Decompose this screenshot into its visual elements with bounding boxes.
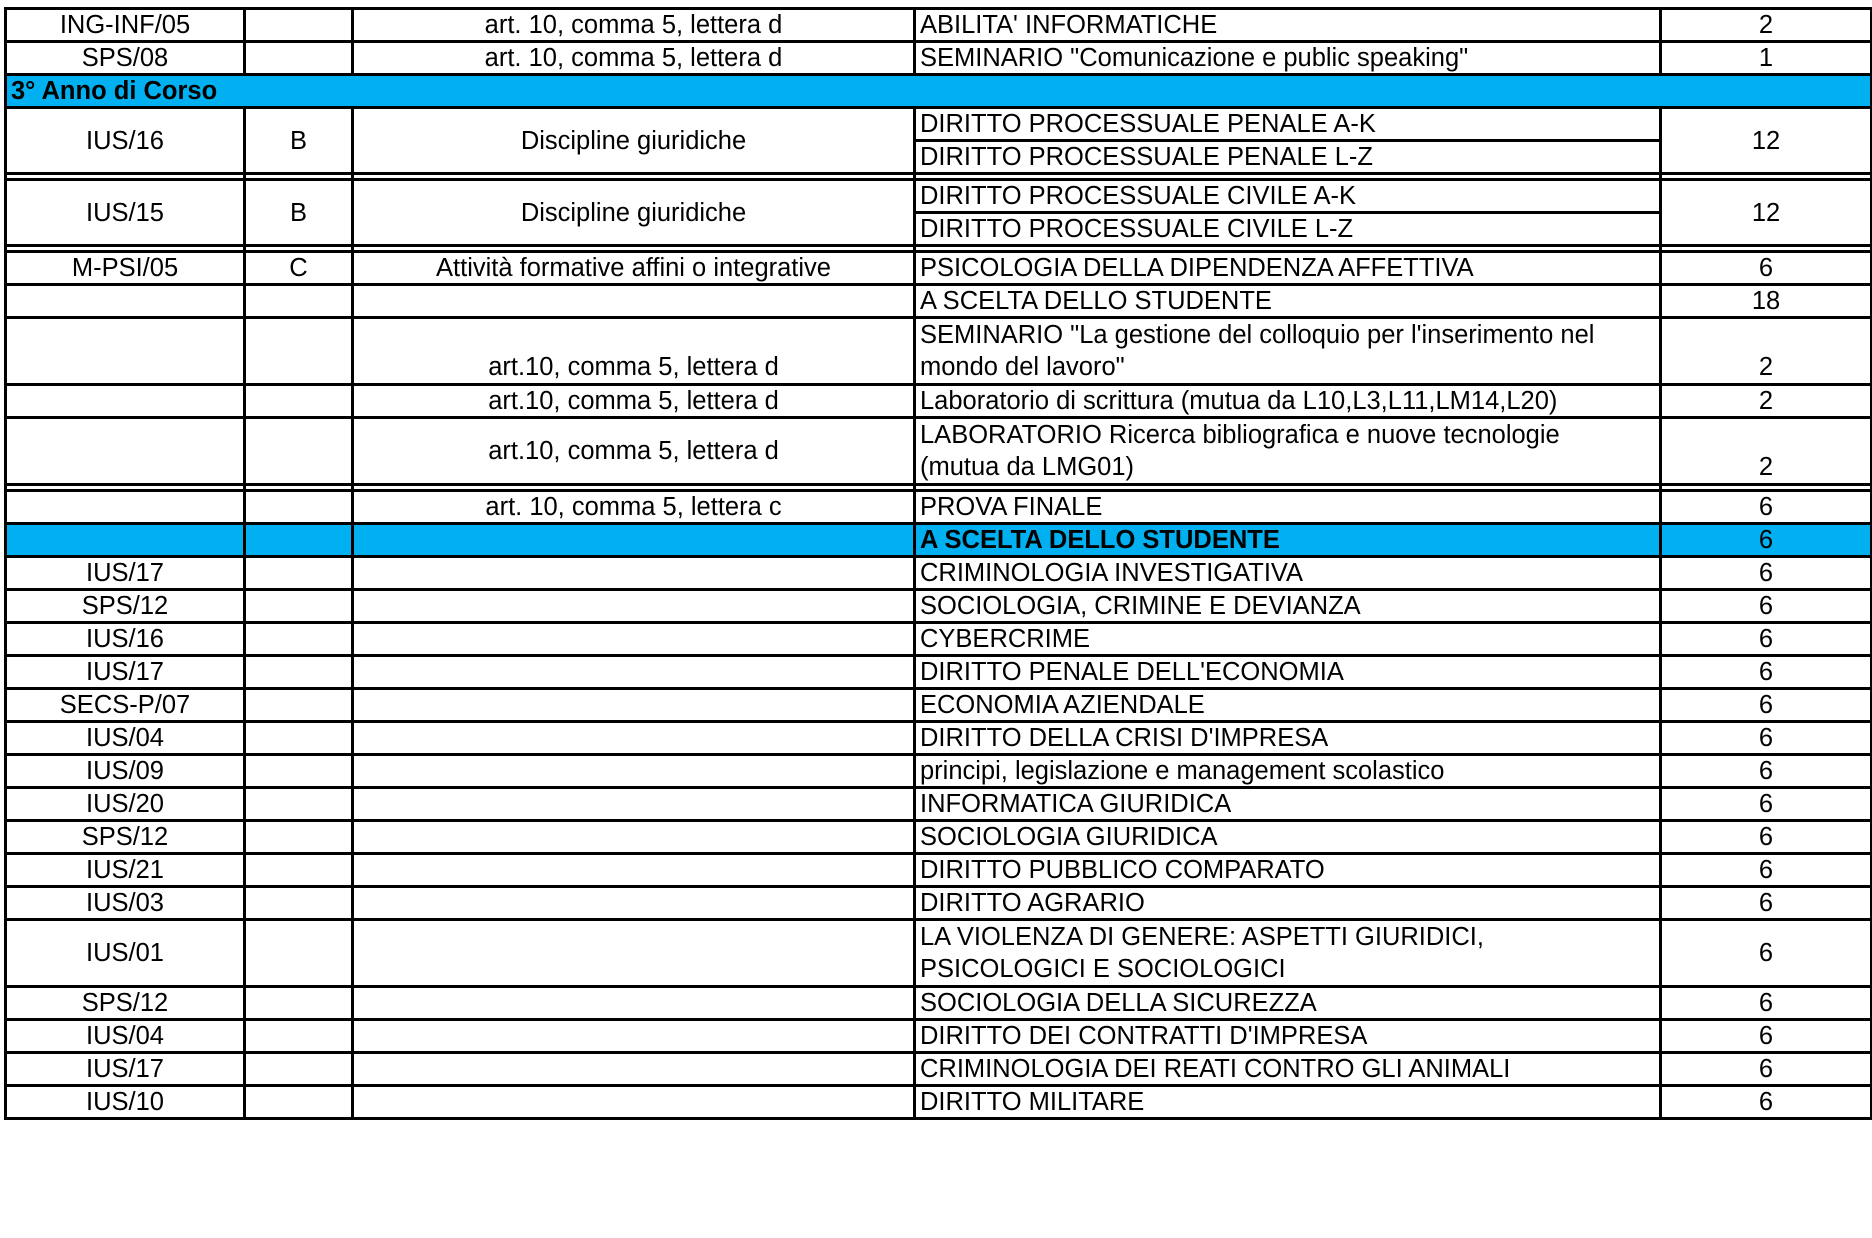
table-row: [6, 656, 1872, 689]
cfu-cell: 6: [1661, 524, 1872, 557]
subject-cell: DIRITTO DELLA CRISI D'IMPRESA: [915, 722, 1661, 755]
type-cell: [245, 491, 353, 524]
electives-list: [6, 557, 1872, 920]
norm-cell: [353, 656, 915, 689]
table-row: [6, 252, 1872, 285]
area-cell: Attività formative affini o integrative: [353, 252, 915, 285]
type-cell: [245, 285, 353, 318]
curriculum-table: [4, 7, 1872, 1120]
type-cell: B: [245, 108, 353, 174]
cfu-cell: 6: [1661, 623, 1872, 656]
ssd-cell: IUS/21: [6, 854, 245, 887]
table-row: [6, 722, 1872, 755]
table-row: [6, 557, 1872, 590]
subject-cell: DIRITTO PROCESSUALE PENALE L-Z: [915, 141, 1661, 174]
type-cell: [245, 418, 353, 485]
norm-cell: [353, 722, 915, 755]
section-title: 3° Anno di Corso: [6, 75, 1872, 108]
subject-cell: ABILITA' INFORMATICHE: [915, 9, 1661, 42]
type-cell: [245, 385, 353, 418]
type-cell: [245, 987, 353, 1020]
subject-line: LA VIOLENZA DI GENERE: ASPETTI GIURIDICI,: [920, 923, 1484, 951]
table-row: [6, 9, 1872, 42]
ssd-cell: IUS/10: [6, 1086, 245, 1119]
subject-cell: A SCELTA DELLO STUDENTE: [915, 524, 1661, 557]
area-cell: Discipline giuridiche: [353, 180, 915, 246]
ssd-cell: IUS/17: [6, 656, 245, 689]
subject-cell: CRIMINOLOGIA INVESTIGATIVA: [915, 557, 1661, 590]
ssd-cell: SECS-P/07: [6, 689, 245, 722]
norm-cell: art. 10, comma 5, lettera d: [353, 42, 915, 75]
ssd-cell: [6, 491, 245, 524]
cfu-cell: 6: [1661, 722, 1872, 755]
norm-cell: [353, 524, 915, 557]
cfu-cell: 6: [1661, 821, 1872, 854]
cfu-cell: 6: [1661, 656, 1872, 689]
subject-cell: CRIMINOLOGIA DEI REATI CONTRO GLI ANIMALI: [915, 1053, 1661, 1086]
table-row: [6, 788, 1872, 821]
table-row: [6, 42, 1872, 75]
subject-cell: DIRITTO PROCESSUALE CIVILE A-K: [915, 180, 1661, 213]
ssd-cell: ING-INF/05: [6, 9, 245, 42]
cfu-cell: 6: [1661, 689, 1872, 722]
type-cell: [245, 1086, 353, 1119]
ssd-cell: IUS/17: [6, 1053, 245, 1086]
ssd-cell: IUS/09: [6, 755, 245, 788]
ssd-cell: IUS/04: [6, 1020, 245, 1053]
cfu-cell: 2: [1661, 385, 1872, 418]
type-cell: [245, 318, 353, 385]
norm-cell: [353, 1020, 915, 1053]
table-row: [6, 987, 1872, 1020]
table-row: [6, 689, 1872, 722]
norm-cell: [353, 788, 915, 821]
ssd-cell: IUS/01: [6, 920, 245, 987]
type-cell: [245, 854, 353, 887]
subject-cell: INFORMATICA GIURIDICA: [915, 788, 1661, 821]
subject-cell: [915, 920, 1661, 987]
subject-cell: [915, 318, 1661, 385]
ssd-cell: [6, 285, 245, 318]
ssd-cell: IUS/16: [6, 623, 245, 656]
elective-header-row: [6, 524, 1872, 557]
subject-line: (mutua da LMG01): [920, 453, 1135, 481]
norm-cell: [353, 1053, 915, 1086]
type-cell: [245, 887, 353, 920]
electives-tail-list: [6, 987, 1872, 1119]
norm-cell: art. 10, comma 5, lettera c: [353, 491, 915, 524]
norm-cell: art.10, comma 5, lettera d: [353, 418, 915, 485]
table-row: [6, 418, 1872, 485]
subject-line: LABORATORIO Ricerca bibliografica e nuove tecnologie: [920, 421, 1560, 449]
ssd-cell: IUS/15: [6, 180, 245, 246]
type-cell: [245, 42, 353, 75]
subject-cell: DIRITTO PROCESSUALE CIVILE L-Z: [915, 213, 1661, 246]
norm-cell: [353, 887, 915, 920]
subject-cell: DIRITTO PENALE DELL'ECONOMIA: [915, 656, 1661, 689]
cfu-cell: 18: [1661, 285, 1872, 318]
cfu-cell: 2: [1661, 9, 1872, 42]
ssd-cell: IUS/20: [6, 788, 245, 821]
table-row: [6, 285, 1872, 318]
subject-cell: SOCIOLOGIA DELLA SICUREZZA: [915, 987, 1661, 1020]
ssd-cell: SPS/12: [6, 590, 245, 623]
table-row: [6, 854, 1872, 887]
type-cell: [245, 623, 353, 656]
norm-cell: art.10, comma 5, lettera d: [353, 385, 915, 418]
norm-cell: [353, 920, 915, 987]
subject-line: PSICOLOGICI E SOCIOLOGICI: [920, 955, 1286, 983]
cfu-cell: 6: [1661, 252, 1872, 285]
subject-line: mondo del lavoro": [920, 353, 1125, 381]
table-row: [6, 385, 1872, 418]
table-row: [6, 1086, 1872, 1119]
norm-cell: [353, 623, 915, 656]
cfu-cell: 2: [1661, 318, 1872, 385]
type-cell: B: [245, 180, 353, 246]
subject-cell: SOCIOLOGIA GIURIDICA: [915, 821, 1661, 854]
cfu-cell: 6: [1661, 1053, 1872, 1086]
norm-cell: [353, 821, 915, 854]
type-cell: [245, 557, 353, 590]
violenza-group: [6, 920, 1872, 987]
type-cell: [245, 1053, 353, 1086]
ssd-cell: M-PSI/05: [6, 252, 245, 285]
cfu-cell: 6: [1661, 590, 1872, 623]
table-row: [6, 887, 1872, 920]
table-row: [6, 108, 1872, 141]
cfu-cell: 6: [1661, 920, 1872, 987]
subject-cell: ECONOMIA AZIENDALE: [915, 689, 1661, 722]
ssd-cell: [6, 318, 245, 385]
norm-cell: [353, 590, 915, 623]
subject-cell: CYBERCRIME: [915, 623, 1661, 656]
ssd-cell: SPS/12: [6, 987, 245, 1020]
cfu-cell: 6: [1661, 987, 1872, 1020]
type-cell: [245, 689, 353, 722]
cfu-cell: 6: [1661, 491, 1872, 524]
norm-cell: [353, 689, 915, 722]
type-cell: [245, 788, 353, 821]
ssd-cell: SPS/12: [6, 821, 245, 854]
cfu-cell: 6: [1661, 854, 1872, 887]
type-cell: [245, 524, 353, 557]
cfu-cell: 6: [1661, 887, 1872, 920]
cfu-cell: 12: [1661, 180, 1872, 246]
table-row: [6, 920, 1872, 987]
ssd-cell: [6, 524, 245, 557]
subject-cell: SOCIOLOGIA, CRIMINE E DEVIANZA: [915, 590, 1661, 623]
norm-cell: [353, 854, 915, 887]
norm-cell: art.10, comma 5, lettera d: [353, 318, 915, 385]
subject-cell: DIRITTO DEI CONTRATTI D'IMPRESA: [915, 1020, 1661, 1053]
type-cell: [245, 9, 353, 42]
subject-cell: principi, legislazione e management scolastico: [915, 755, 1661, 788]
cfu-cell: 6: [1661, 755, 1872, 788]
type-cell: [245, 656, 353, 689]
table-row: [6, 318, 1872, 385]
area-cell: Discipline giuridiche: [353, 108, 915, 174]
subject-cell: DIRITTO PROCESSUALE PENALE A-K: [915, 108, 1661, 141]
subject-cell: DIRITTO AGRARIO: [915, 887, 1661, 920]
ssd-cell: [6, 418, 245, 485]
type-cell: [245, 722, 353, 755]
subject-cell: PSICOLOGIA DELLA DIPENDENZA AFFETTIVA: [915, 252, 1661, 285]
subject-cell: [915, 418, 1661, 485]
subject-cell: A SCELTA DELLO STUDENTE: [915, 285, 1661, 318]
ssd-cell: SPS/08: [6, 42, 245, 75]
ssd-cell: IUS/04: [6, 722, 245, 755]
ssd-cell: [6, 385, 245, 418]
cfu-cell: 6: [1661, 1086, 1872, 1119]
norm-cell: [353, 987, 915, 1020]
table-row: [6, 623, 1872, 656]
type-cell: [245, 590, 353, 623]
table-row: [6, 180, 1872, 213]
cfu-cell: 1: [1661, 42, 1872, 75]
cfu-cell: 2: [1661, 418, 1872, 485]
subject-cell: SEMINARIO "Comunicazione e public speaking": [915, 42, 1661, 75]
norm-cell: art. 10, comma 5, lettera d: [353, 9, 915, 42]
type-cell: [245, 920, 353, 987]
table-row: [6, 1053, 1872, 1086]
cfu-cell: 6: [1661, 788, 1872, 821]
cfu-cell: 6: [1661, 557, 1872, 590]
norm-cell: [353, 755, 915, 788]
norm-cell: [353, 1086, 915, 1119]
cfu-cell: 12: [1661, 108, 1872, 174]
subject-cell: Laboratorio di scrittura (mutua da L10,L3,L11,LM14,L20): [915, 385, 1661, 418]
type-cell: [245, 755, 353, 788]
cfu-cell: 6: [1661, 1020, 1872, 1053]
subject-cell: PROVA FINALE: [915, 491, 1661, 524]
type-cell: C: [245, 252, 353, 285]
table-row: [6, 1020, 1872, 1053]
ssd-cell: IUS/17: [6, 557, 245, 590]
table-row: [6, 590, 1872, 623]
norm-cell: [353, 285, 915, 318]
type-cell: [245, 821, 353, 854]
table-row: [6, 821, 1872, 854]
subject-line: SEMINARIO "La gestione del colloquio per l'inserimento nel: [920, 321, 1595, 349]
ssd-cell: IUS/03: [6, 887, 245, 920]
table-row: [6, 755, 1872, 788]
table-row: [6, 491, 1872, 524]
section-header-row: [6, 75, 1872, 108]
type-cell: [245, 1020, 353, 1053]
subject-cell: DIRITTO MILITARE: [915, 1086, 1661, 1119]
subject-cell: DIRITTO PUBBLICO COMPARATO: [915, 854, 1661, 887]
norm-cell: [353, 557, 915, 590]
ssd-cell: IUS/16: [6, 108, 245, 174]
